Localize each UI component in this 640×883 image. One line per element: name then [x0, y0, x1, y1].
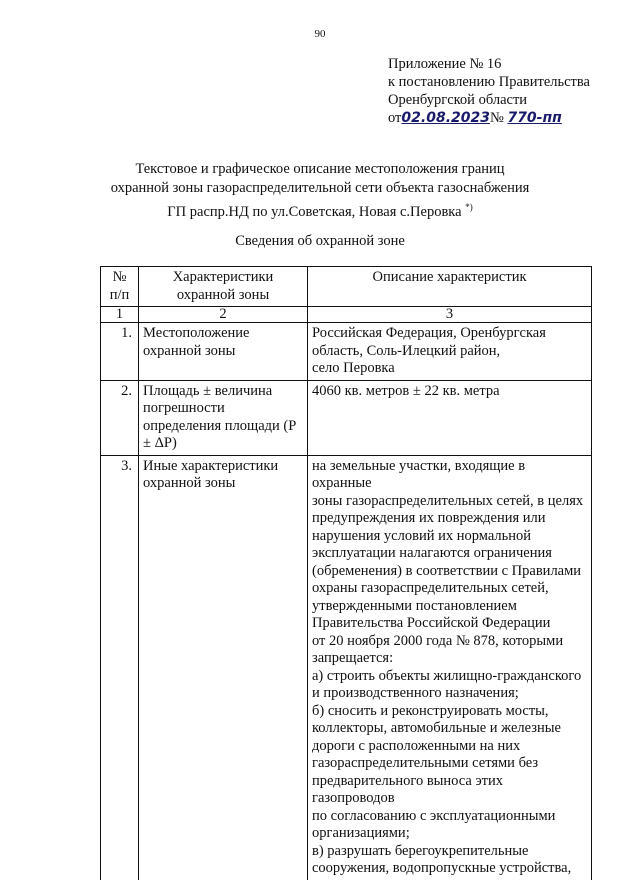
header-characteristics: Характеристики охранной зоны [139, 267, 308, 307]
appendix-date-line [388, 109, 590, 127]
page-number: 90 [314, 28, 326, 40]
row-number: 2. [101, 380, 139, 455]
row-value: Российская Федерация, Оренбургская область, Соль-Илецкий район, село Перовка [308, 323, 592, 381]
zone-info-table [100, 266, 592, 880]
table-row [101, 323, 592, 381]
handwritten-number: 770-пп [507, 110, 562, 126]
title-line-3 [0, 198, 640, 222]
section-heading: Сведения об охранной зоне [235, 233, 405, 249]
appendix-line-3: Оренбургской области [388, 92, 528, 108]
title-line-2: охранной зоны газораспределительной сети объекта газоснабжения [110, 180, 530, 196]
row-number: 1. [101, 323, 139, 381]
row-value: на земельные участки, входящие в охранные зоны газораспределительных сетей, в целях предупреждения их повреждения или нарушения условий их нормальной эксплуатации налагаются ограничения (обременения) в соответствии с Правилами охраны газораспределительных сетей, утвержденными постановлением Правительства Российской Федерации от 20 ноября 2000 года № 878, которыми запрещается: а) строить объекты жилищно-гражданского и производственного назначения; б) сносить и реконструировать мосты, коллекторы, автомобильные и железные дороги с расположенными на них газораспределительными сетями без предварительного выноса этих газопроводов по согласованию с эксплуатационными организациями; в) разрушать берегоукрепительные сооружения, водопропускные устройства, [308, 455, 592, 880]
table-header-row [101, 267, 592, 307]
appendix-line-1: Приложение № 16 [388, 56, 502, 72]
title-line-3-text: ГП распр.НД по ул.Советская, Новая с.Перовка [167, 203, 462, 220]
appendix-line-2: к постановлению Правительства [388, 74, 590, 90]
row-name: Местоположение охранной зоны [139, 323, 308, 381]
date-prefix: от [388, 110, 402, 126]
header-num: № п/п [101, 267, 139, 307]
footnote-mark: *) [465, 202, 473, 212]
document-title [0, 160, 640, 222]
index-cell-1: 1 [101, 307, 139, 323]
table-row [101, 380, 592, 455]
row-number: 3. [101, 455, 139, 880]
appendix-block [388, 55, 590, 127]
row-value: 4060 кв. метров ± 22 кв. метра [308, 380, 592, 455]
table-row [101, 455, 592, 880]
table-index-row [101, 307, 592, 323]
index-cell-2: 2 [139, 307, 308, 323]
header-description: Описание характеристик [308, 267, 592, 307]
number-sign: № [489, 110, 504, 126]
index-cell-3: 3 [308, 307, 592, 323]
row-name: Иные характеристики охранной зоны [139, 455, 308, 880]
handwritten-date: 02.08.2023 [401, 110, 490, 126]
title-line-1: Текстовое и графическое описание местоположения границ [135, 161, 505, 177]
row-name: Площадь ± величина погрешности определения площади (P ± ΔP) [139, 380, 308, 455]
